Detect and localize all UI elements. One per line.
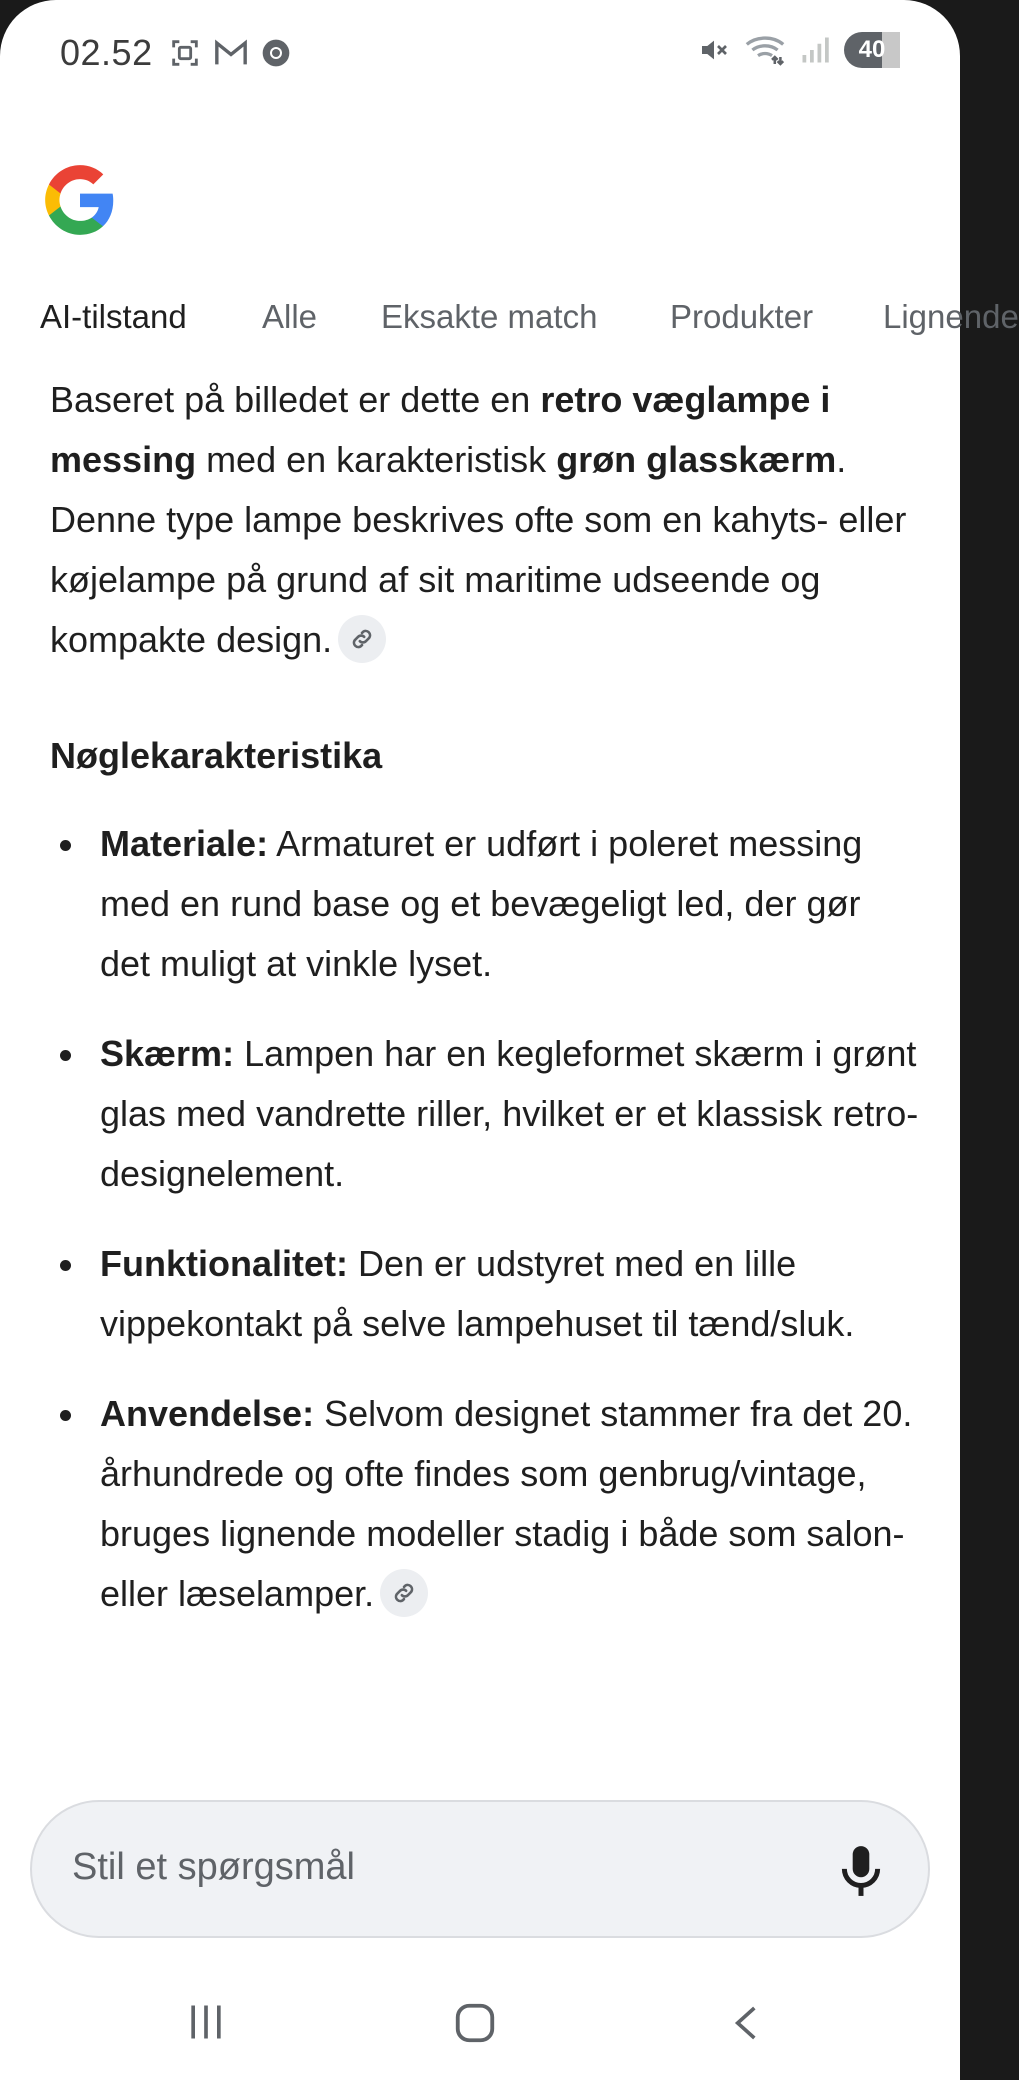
answer-intro xyxy=(50,370,920,670)
status-time: 02.52 xyxy=(60,32,153,73)
intro-highlight: grøn glasskærm xyxy=(556,439,837,480)
status-left-icons xyxy=(168,36,292,70)
link-icon xyxy=(391,1580,417,1606)
battery-indicator xyxy=(844,32,900,68)
status-bar xyxy=(0,0,960,105)
list-item xyxy=(50,1234,920,1354)
wifi-icon xyxy=(744,33,786,67)
recent-apps-icon[interactable] xyxy=(184,2000,228,2044)
bullet-label: Funktionalitet: xyxy=(100,1243,348,1284)
tab-exact-match[interactable]: Eksakte match xyxy=(381,298,598,335)
list-item xyxy=(50,1384,920,1624)
ask-input-placeholder[interactable]: Stil et spørgsmål xyxy=(72,1846,355,1888)
mute-icon xyxy=(698,34,730,66)
intro-highlight: retro væglampe i messing xyxy=(50,379,831,480)
system-nav-bar xyxy=(0,1960,960,2080)
ai-answer xyxy=(50,370,920,1654)
bullet-text: Den er udstyret med en lille vippekontakt på selve lampehuset til tænd/sluk. xyxy=(100,1243,855,1344)
characteristics-list xyxy=(50,814,920,1624)
tab-ai-mode[interactable]: AI-tilstand xyxy=(40,298,187,335)
tab-all[interactable]: Alle xyxy=(262,298,318,335)
google-logo[interactable] xyxy=(42,162,118,238)
bullet-label: Materiale: xyxy=(100,823,269,864)
intro-text: . Denne type lampe beskrives ofte som en kahyts- eller køjelampe på grund af sit maritime udseende og kompakte design. xyxy=(50,439,907,660)
source-link-button[interactable] xyxy=(380,1569,428,1617)
intro-text: Baseret på billedet er dette en xyxy=(50,379,541,420)
ask-input-bar[interactable] xyxy=(30,1800,930,1938)
microphone-icon[interactable] xyxy=(836,1844,886,1898)
bullet-text: Lampen har en kegleformet skærm i grønt glas med vandrette riller, hvilket er et klassisk retro-designelement. xyxy=(100,1033,919,1194)
screenshot-icon xyxy=(168,36,202,70)
home-icon[interactable] xyxy=(452,2000,498,2046)
search-tabs xyxy=(0,290,1019,352)
status-right-icons xyxy=(698,32,900,68)
bullet-text: Armaturet er udført i poleret messing med en rund base og et bevægeligt led, der gør det muligt at vinkle lyset. xyxy=(100,823,863,984)
bullet-label: Anvendelse: xyxy=(100,1393,315,1434)
list-item xyxy=(50,814,920,994)
link-icon xyxy=(349,626,375,652)
bullet-label: Skærm: xyxy=(100,1033,235,1074)
signal-icon xyxy=(800,35,830,65)
tab-products[interactable]: Produkter xyxy=(670,298,814,335)
chrome-icon xyxy=(260,37,292,69)
back-icon[interactable] xyxy=(726,2000,766,2046)
gmail-icon xyxy=(214,38,248,68)
section-title: Nøglekarakteristika xyxy=(50,735,383,776)
battery-level: 40 xyxy=(858,36,886,63)
intro-text: med en karakteristisk xyxy=(196,439,557,480)
tab-similar[interactable]: Lignende xyxy=(883,298,1019,335)
list-item xyxy=(50,1024,920,1204)
source-link-button[interactable] xyxy=(338,615,386,663)
bullet-text: Selvom designet stammer fra det 20. århundrede og ofte findes som genbrug/vintage, bruges lignende modeller stadig i både som salon- eller læselamper. xyxy=(100,1393,913,1614)
